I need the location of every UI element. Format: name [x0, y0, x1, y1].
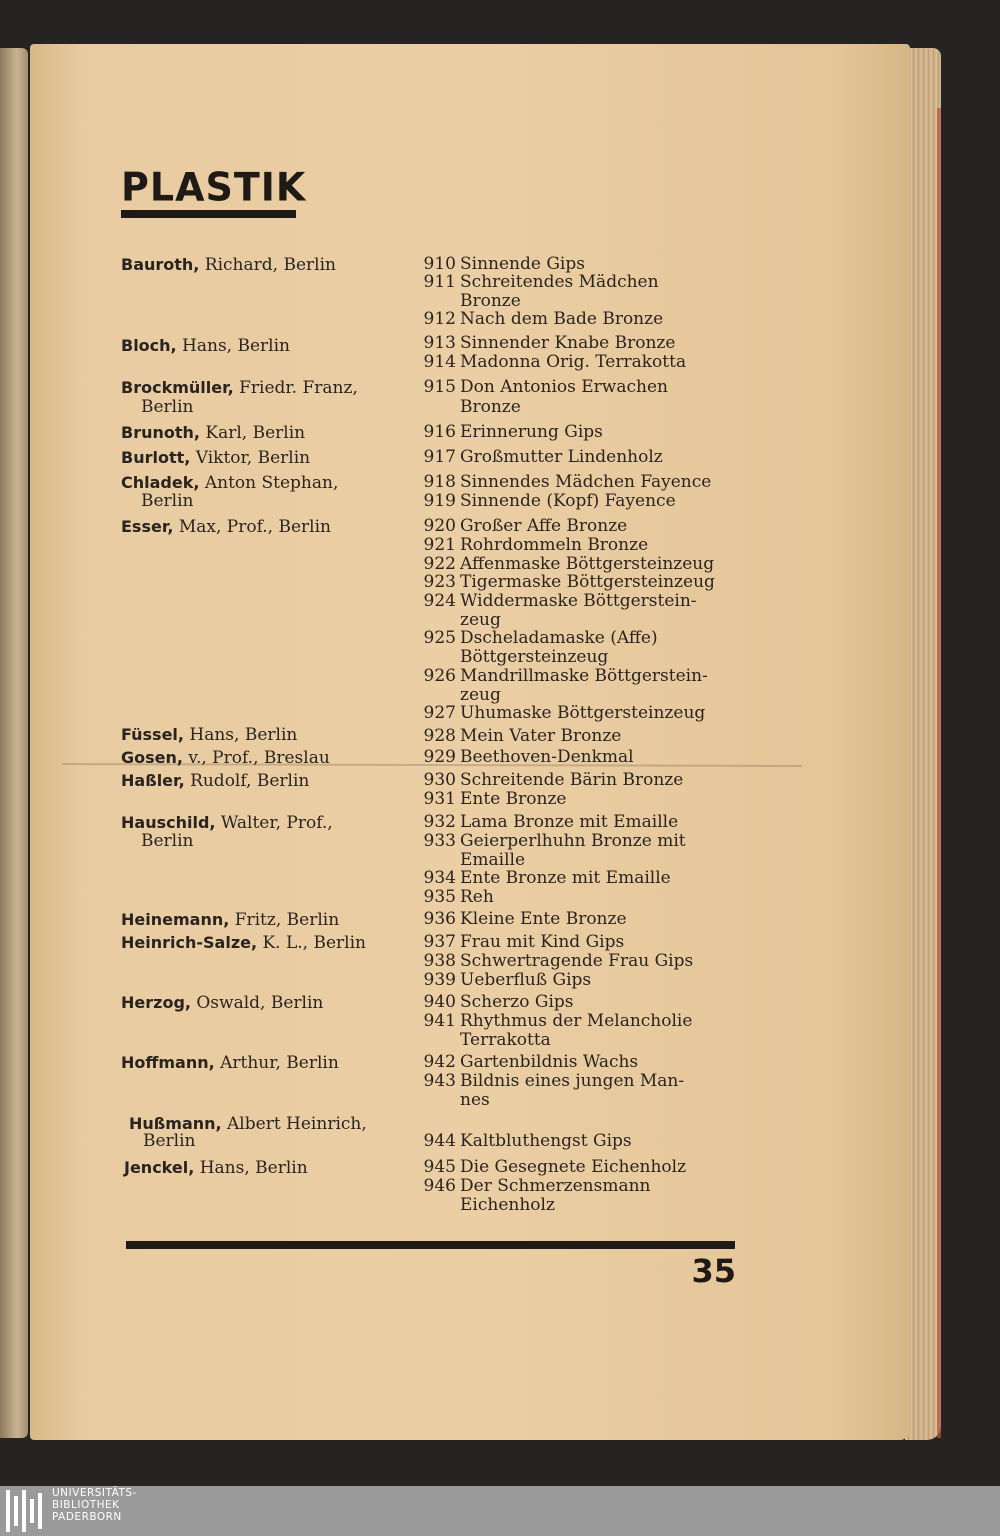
artist-entry: Hoffmann, Arthur, Berlin [121, 1053, 339, 1073]
work-title: Großmutter Lindenholz [460, 447, 663, 467]
library-logo-icon [6, 1490, 46, 1532]
artist-entry: Bloch, Hans, Berlin [121, 336, 290, 356]
catalog-number: 917 [423, 447, 456, 467]
artist-entry: Füssel, Hans, Berlin [121, 725, 298, 745]
work-title: Dscheladamaske (Affe) [460, 628, 658, 648]
work-title: Scherzo Gips [460, 992, 574, 1012]
work-title: Sinnender Knabe Bronze [460, 333, 676, 353]
catalog-number: 942 [423, 1052, 456, 1072]
artist-entry: Brockmüller, Friedr. Franz, [121, 378, 358, 398]
artist-entry: Hauschild, Walter, Prof., [121, 813, 333, 833]
artist-entry: Herzog, Oswald, Berlin [121, 993, 324, 1013]
catalog-number: 920 [423, 516, 456, 536]
artist-entry: Jenckel, Hans, Berlin [124, 1158, 308, 1178]
catalog-number: 938 [423, 951, 456, 971]
work-title: Eichenholz [460, 1195, 555, 1215]
work-title: Mandrillmaske Böttgerstein- [460, 666, 708, 686]
work-title: Sinnendes Mädchen Fayence [460, 472, 712, 492]
catalog-number: 918 [423, 472, 456, 492]
artists-column [121, 255, 411, 1215]
library-footer-bar [0, 1486, 1000, 1536]
work-title: Schwertragende Frau Gips [460, 951, 694, 971]
catalog-number: 922 [423, 554, 456, 574]
catalog-number: 926 [423, 666, 456, 686]
work-title: Tigermaske Böttgersteinzeug [460, 572, 715, 592]
catalog-number: 946 [423, 1176, 456, 1196]
catalog-number: 928 [423, 726, 456, 746]
artist-entry-cont: Berlin [141, 397, 194, 417]
catalog-number: 934 [423, 868, 456, 888]
work-title: Emaille [460, 850, 526, 870]
work-title: Frau mit Kind Gips [460, 932, 625, 952]
heading-underline [121, 210, 296, 218]
work-title: Beethoven-Denkmal [460, 747, 634, 767]
catalog-number: 939 [423, 970, 456, 990]
artist-entry: Heinemann, Fritz, Berlin [121, 910, 340, 930]
catalog-number: 912 [423, 309, 456, 329]
catalog-number: 919 [423, 491, 456, 511]
work-title: Kaltbluthengst Gips [460, 1131, 632, 1151]
work-title: Erinnerung Gips [460, 422, 603, 442]
work-title: Madonna Orig. Terrakotta [460, 352, 687, 372]
work-title: Geierperlhuhn Bronze mit [460, 831, 686, 851]
footer-rule [126, 1241, 735, 1249]
artist-entry: Bauroth, Richard, Berlin [121, 255, 336, 275]
works-column [420, 255, 740, 1215]
work-title: Don Antonios Erwachen [460, 377, 668, 397]
library-name-line2: BIBLIOTHEK [52, 1499, 120, 1511]
work-title: Sinnende (Kopf) Fayence [460, 491, 676, 511]
catalog-number: 913 [423, 333, 456, 353]
catalog-number: 944 [423, 1131, 456, 1151]
work-title: Lama Bronze mit Emaille [460, 812, 679, 832]
catalog-number: 925 [423, 628, 456, 648]
catalog-number: 937 [423, 932, 456, 952]
work-title: Böttgersteinzeug [460, 647, 609, 667]
page-stack-edge [905, 48, 941, 1440]
work-title: Rohrdommeln Bronze [460, 535, 649, 555]
library-logo-text [52, 1487, 137, 1523]
artist-entry-cont: Berlin [141, 491, 194, 511]
artist-entry: Burlott, Viktor, Berlin [121, 448, 311, 468]
catalog-number: 933 [423, 831, 456, 851]
catalog-number: 940 [423, 992, 456, 1012]
work-title: Ente Bronze mit Emaille [460, 868, 671, 888]
work-title: Kleine Ente Bronze [460, 909, 627, 929]
catalog-number: 932 [423, 812, 456, 832]
work-title: Bronze [460, 291, 521, 311]
catalog-number: 910 [423, 254, 456, 274]
artist-entry-cont: Berlin [141, 831, 194, 851]
work-title: nes [460, 1090, 490, 1110]
left-page-edge [0, 48, 28, 1438]
catalog-number: 935 [423, 887, 456, 907]
work-title: Die Gesegnete Eichenholz [460, 1157, 687, 1177]
catalog-number: 921 [423, 535, 456, 555]
page-number: 35 [691, 1252, 736, 1290]
catalog-number: 930 [423, 770, 456, 790]
catalog-number: 915 [423, 377, 456, 397]
work-title: Affenmaske Böttgersteinzeug [460, 554, 715, 574]
work-title: Reh [460, 887, 494, 907]
work-title: zeug [460, 610, 501, 630]
work-title: Schreitendes Mädchen [460, 272, 659, 292]
work-title: Widdermaske Böttgerstein- [460, 591, 697, 611]
artist-entry: Hußmann, Albert Heinrich, [129, 1114, 367, 1134]
artist-entry: Esser, Max, Prof., Berlin [121, 517, 331, 537]
artist-entry: Brunoth, Karl, Berlin [121, 423, 306, 443]
catalog-number: 931 [423, 789, 456, 809]
artist-entry: Gosen, v., Prof., Breslau [121, 748, 330, 768]
library-name-line3: PADERBORN [52, 1511, 122, 1523]
catalog-number: 914 [423, 352, 456, 372]
work-title: Großer Affe Bronze [460, 516, 628, 536]
artist-entry-cont: Berlin [143, 1131, 196, 1151]
catalog-number: 941 [423, 1011, 456, 1031]
artist-entry: Chladek, Anton Stephan, [121, 473, 339, 493]
catalog-number: 923 [423, 572, 456, 592]
work-title: Bildnis eines jungen Man- [460, 1071, 685, 1091]
page-heading: PLASTIK [121, 164, 307, 210]
catalog-number: 911 [423, 272, 456, 292]
work-title: Ente Bronze [460, 789, 567, 809]
work-title: Der Schmerzensmann [460, 1176, 651, 1196]
work-title: Gartenbildnis Wachs [460, 1052, 639, 1072]
work-title: Schreitende Bärin Bronze [460, 770, 684, 790]
work-title: Rhythmus der Melancholie [460, 1011, 693, 1031]
catalog-number: 943 [423, 1071, 456, 1091]
work-title: Mein Vater Bronze [460, 726, 622, 746]
work-title: Nach dem Bade Bronze [460, 309, 664, 329]
catalog-number: 936 [423, 909, 456, 929]
catalog-number: 916 [423, 422, 456, 442]
work-title: Sinnende Gips [460, 254, 585, 274]
work-title: Bronze [460, 397, 521, 417]
work-title: Ueberfluß Gips [460, 970, 592, 990]
artist-entry: Heinrich-Salze, K. L., Berlin [121, 933, 366, 953]
work-title: zeug [460, 685, 501, 705]
work-title: Terrakotta [460, 1030, 551, 1050]
catalog-number: 929 [423, 747, 456, 767]
artist-entry: Haßler, Rudolf, Berlin [121, 771, 310, 791]
work-title: Uhumaske Böttgersteinzeug [460, 703, 706, 723]
catalog-number: 945 [423, 1157, 456, 1177]
library-name-line1: UNIVERSITÄTS- [52, 1487, 137, 1499]
catalog-number: 927 [423, 703, 456, 723]
catalog-number: 924 [423, 591, 456, 611]
